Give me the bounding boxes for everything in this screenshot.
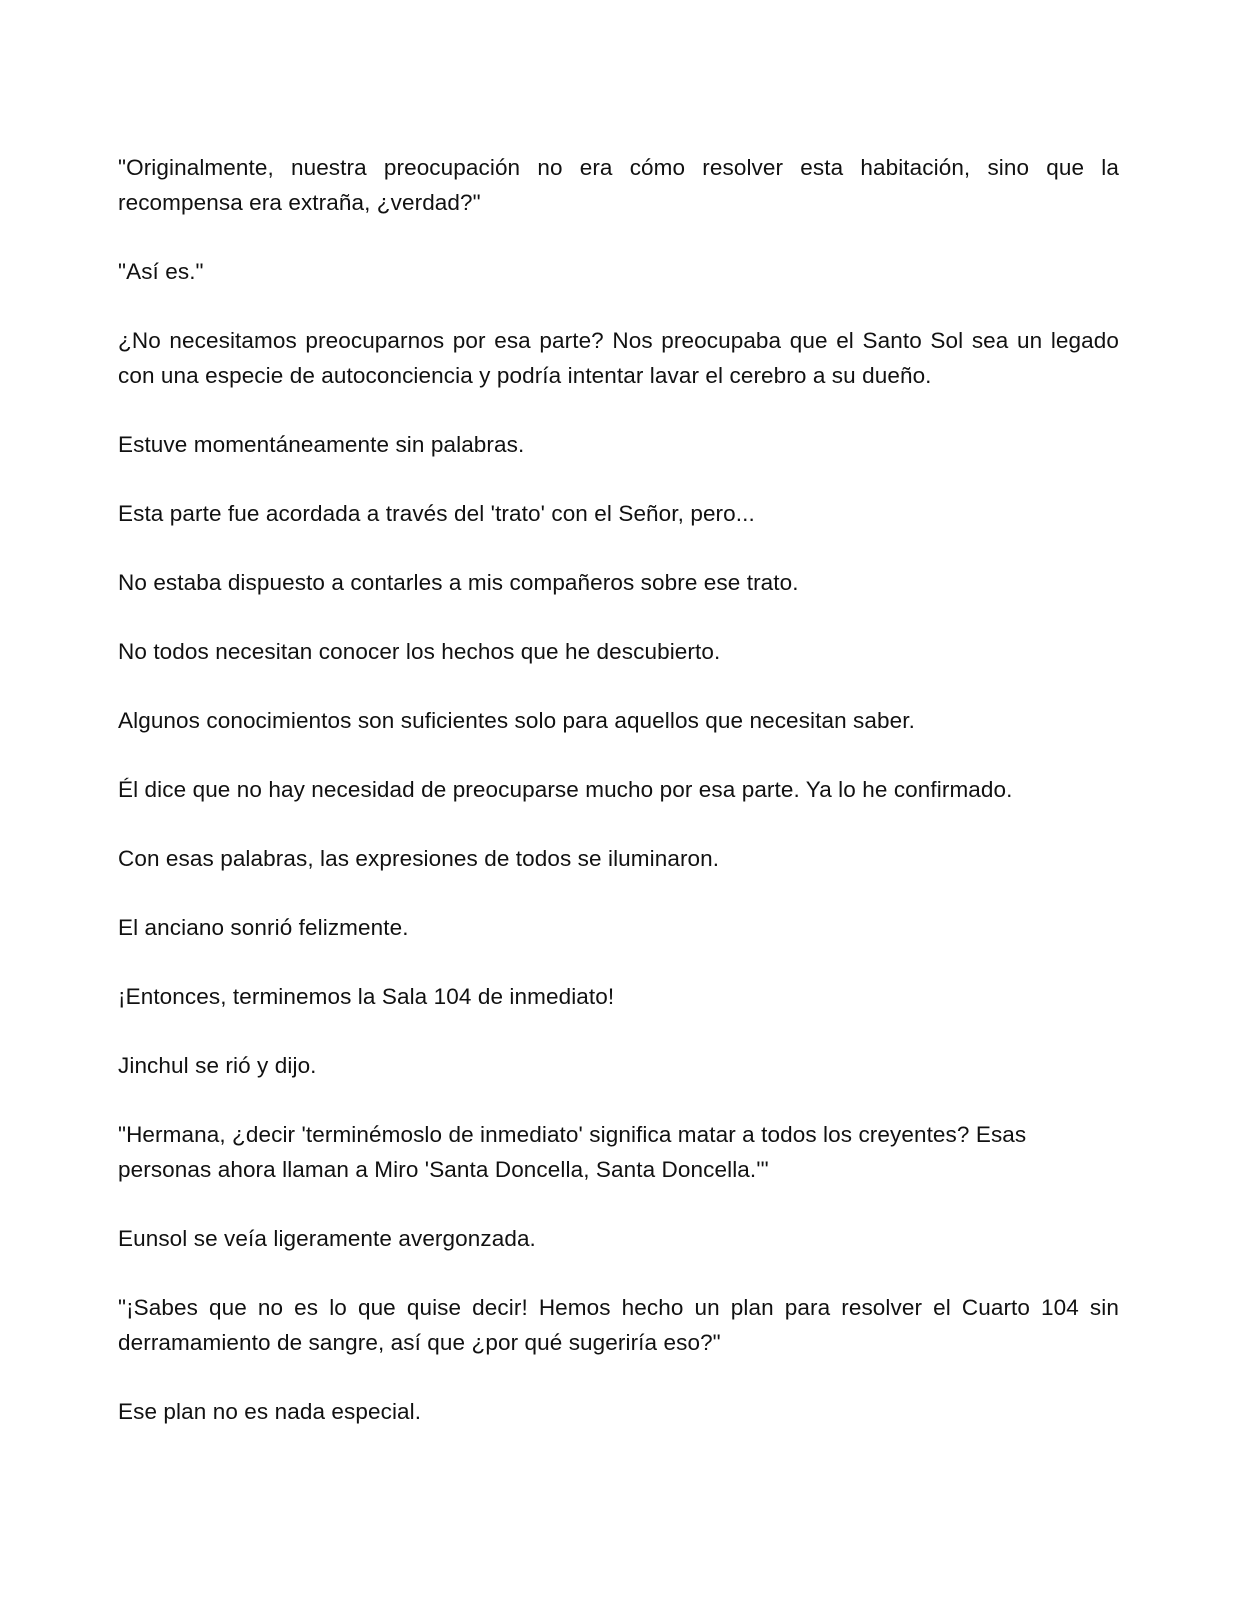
paragraph-7: No todos necesitan conocer los hechos que he descubierto.: [118, 639, 721, 664]
paragraph-3: ¿No necesitamos preocuparnos por esa parte? Nos preocupaba que el Santo Sol sea un legado con una especie de autoconciencia y podría intentar lavar el cerebro a su dueño.: [118, 328, 1119, 388]
paragraph-10: Con esas palabras, las expresiones de todos se iluminaron.: [118, 846, 720, 871]
paragraph-14: "Hermana, ¿decir 'terminémoslo de inmediato' significa matar a todos los creyentes? Esas personas ahora llaman a Miro 'Santa Doncella, Santa Doncella.'": [118, 1122, 1027, 1182]
paragraph-2: "Así es.": [118, 259, 204, 284]
paragraph-16: "¡Sabes que no es lo que quise decir! Hemos hecho un plan para resolver el Cuarto 104 sin derramamiento de sangre, así que ¿por qué sugeriría eso?": [118, 1295, 1119, 1355]
paragraph-15: Eunsol se veía ligeramente avergonzada.: [118, 1226, 536, 1251]
paragraph-12: ¡Entonces, terminemos la Sala 104 de inmediato!: [118, 984, 615, 1009]
paragraph-13: Jinchul se rió y dijo.: [118, 1053, 317, 1078]
paragraph-9: Él dice que no hay necesidad de preocuparse mucho por esa parte. Ya lo he confirmado.: [118, 777, 1013, 802]
paragraph-1: "Originalmente, nuestra preocupación no era cómo resolver esta habitación, sino que la recompensa era extraña, ¿verdad?": [118, 155, 1119, 215]
paragraph-11: El anciano sonrió felizmente.: [118, 915, 409, 940]
paragraph-8: Algunos conocimientos son suficientes solo para aquellos que necesitan saber.: [118, 708, 915, 733]
paragraph-17: Ese plan no es nada especial.: [118, 1399, 422, 1424]
paragraph-4: Estuve momentáneamente sin palabras.: [118, 432, 525, 457]
paragraph-5: Esta parte fue acordada a través del 'trato' con el Señor, pero...: [118, 501, 755, 526]
paragraph-6: No estaba dispuesto a contarles a mis compañeros sobre ese trato.: [118, 570, 799, 595]
